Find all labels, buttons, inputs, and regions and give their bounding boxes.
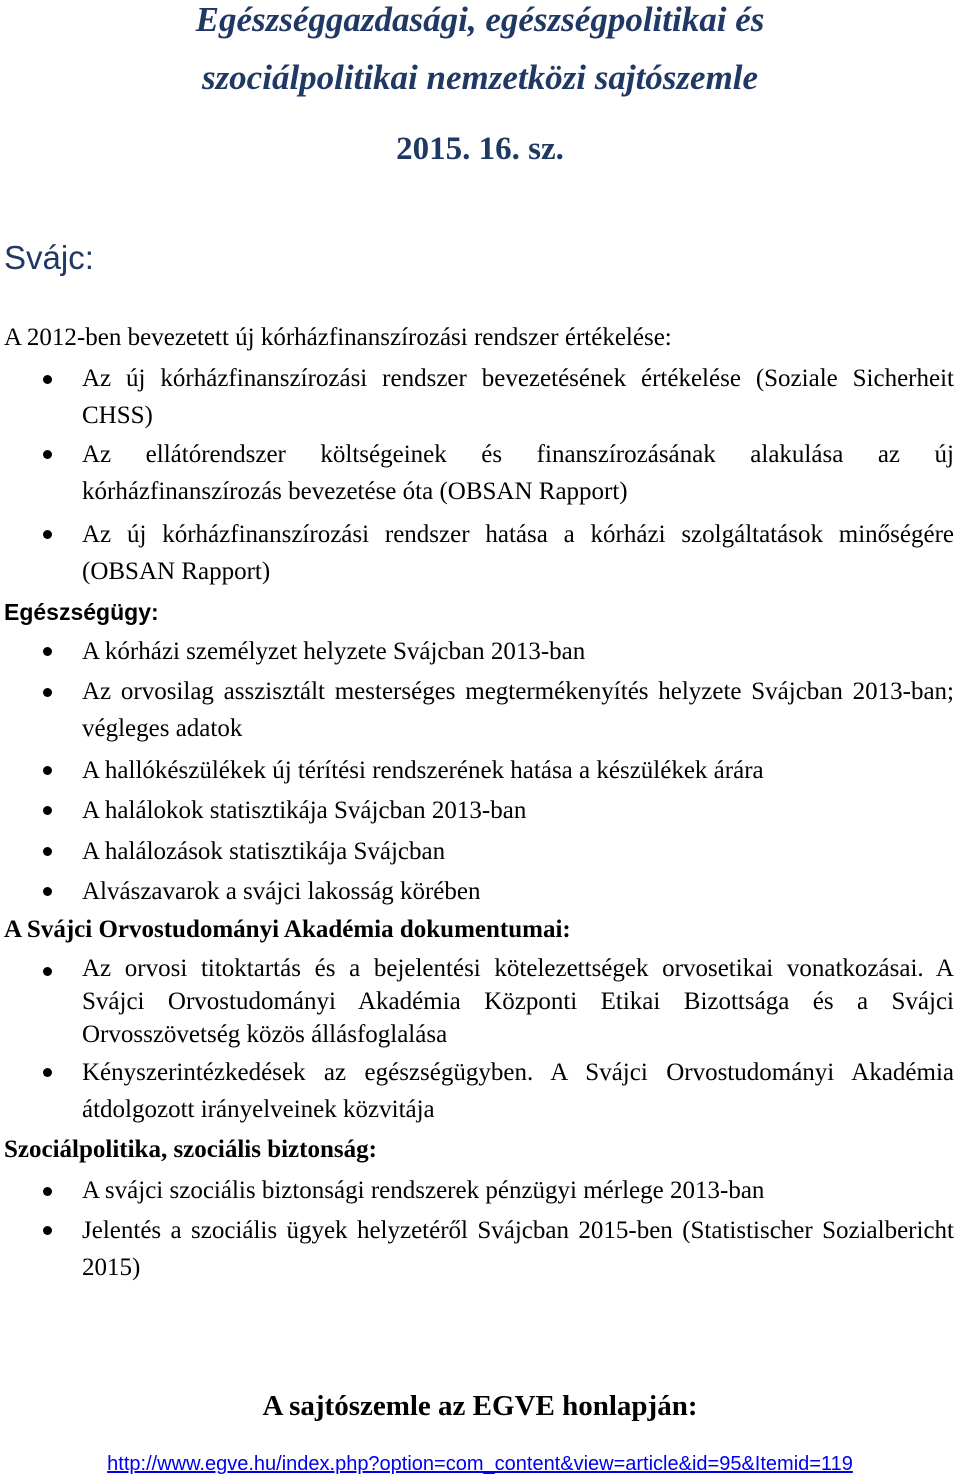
section-heading-social-policy: Szociálpolitika, szociális biztonság: [4, 1136, 377, 1163]
egve-website-link[interactable]: http://www.egve.hu/index.php?option=com_content&view=article&id=95&Itemid=119 [107, 1453, 853, 1475]
section-heading-health: Egészségügy: [4, 599, 159, 625]
bullet-icon [43, 688, 52, 697]
list-item: Az új kórházfinanszírozási rendszer bevezetésének értékelése (Soziale Sicherheit CHSS) [82, 365, 954, 429]
list-item: Az új kórházfinanszírozási rendszer hatása a kórházi szolgáltatások minőségére (OBSAN Rapport) [82, 521, 954, 585]
list-item: A kórházi személyzet helyzete Svájcban 2013-ban [82, 638, 586, 665]
bullet-icon [43, 450, 52, 459]
list-item: Jelentés a szociális ügyek helyzetéről Svájcban 2015-ben (Statistischer Sozialbericht 2015) [82, 1217, 954, 1281]
bullet-icon [43, 806, 52, 815]
bullet-icon [43, 530, 52, 539]
list-item: A halálozások statisztikája Svájcban [82, 838, 446, 865]
bullet-icon [43, 1068, 52, 1077]
bullet-icon [43, 1226, 52, 1235]
list-item: Kényszerintézkedések az egészségügyben. A Svájci Orvostudományi Akadémia átdolgozott irányelveinek közvitája [82, 1059, 954, 1123]
bullet-icon [43, 847, 52, 856]
footer-label: A sajtószemle az EGVE honlapján: [262, 1390, 698, 1422]
list-item: A svájci szociális biztonsági rendszerek pénzügyi mérlege 2013-ban [82, 1177, 765, 1204]
country-heading: Svájc: [4, 239, 94, 276]
bullet-icon [43, 1187, 52, 1196]
bullet-icon [43, 887, 52, 896]
document-title-line-2: szociálpolitikai nemzetközi sajtószemle [201, 58, 759, 97]
bullet-icon [43, 375, 52, 384]
bullet-icon [43, 766, 52, 775]
bullet-icon [43, 967, 52, 976]
list-item: A hallókészülékek új térítési rendszerének hatása a készülékek árára [82, 757, 764, 784]
list-item: A halálokok statisztikája Svájcban 2013-ban [82, 797, 527, 824]
list-item: Az ellátórendszer költségeinek és finanszírozásának alakulása az új kórházfinanszírozás bevezetése óta (OBSAN Rapport) [82, 441, 954, 505]
document-title-line-1: Egészséggazdasági, egészségpolitikai és [195, 0, 765, 39]
bullet-icon [43, 647, 52, 656]
section-heading-academy-documents: A Svájci Orvostudományi Akadémia dokumentumai: [4, 916, 571, 943]
list-item: Az orvosi titoktartás és a bejelentési kötelezettségek orvosetikai vonatkozásai. A Svájci Orvostudományi Akadémia Központi Etikai Bizottsága és a Svájci Orvosszövetség közös állásfoglalása [82, 955, 954, 1048]
list-item: Az orvosilag asszisztált mesterséges megtermékenyítés helyzete Svájcban 2013-ban; végleges adatok [82, 678, 954, 742]
issue-number: 2015. 16. sz. [396, 131, 564, 167]
section-heading-hospital-financing: A 2012-ben bevezetett új kórházfinanszírozási rendszer értékelése: [4, 324, 672, 351]
list-item: Alvászavarok a svájci lakosság körében [82, 878, 481, 905]
